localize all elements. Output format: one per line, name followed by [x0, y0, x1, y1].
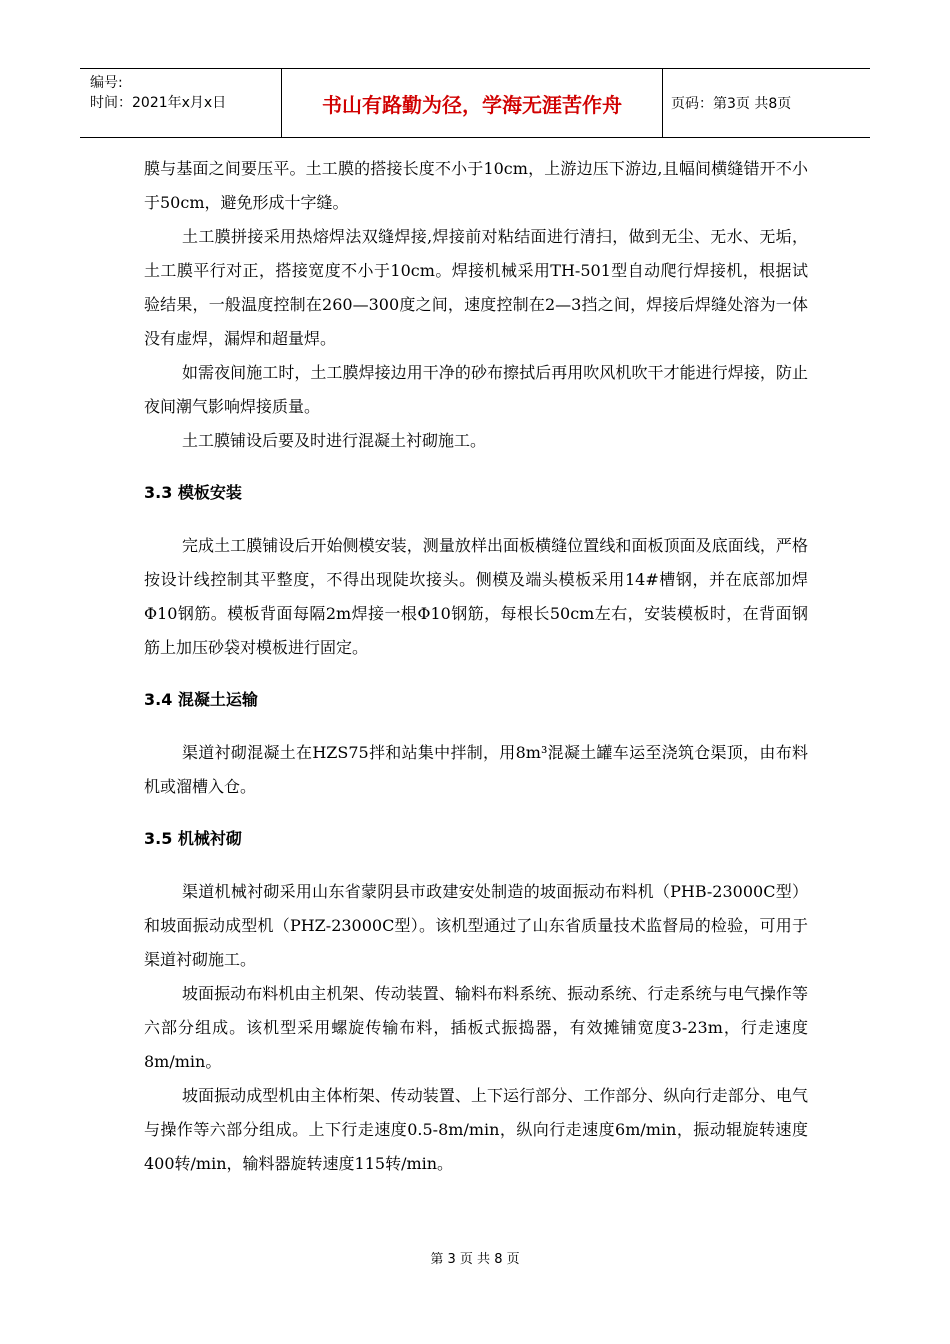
paragraph: 完成土工膜铺设后开始侧模安装，测量放样出面板横缝位置线和面板顶面及底面线，严格按设计线控制其平整度，不得出现陡坎接头。侧模及端头模板采用14#槽钢，并在底部加焊Φ10钢筋。模板背面每隔2m焊接一根Φ10钢筋，每根长50cm左右，安装模板时，在背面钢筋上加压砂袋对模板进行固定。 [144, 536, 808, 657]
section-heading-3-5: 3.5 机械衬砌 [144, 829, 242, 848]
section-heading-3-3: 3.3 模板安装 [144, 483, 242, 502]
paragraph: 土工膜拼接采用热熔焊法双缝焊接,焊接前对粘结面进行清扫，做到无尘、无水、无垢，土工膜平行对正，搭接宽度不小于10cm。焊接机械采用TH-501型自动爬行焊接机，根据试验结果，一般温度控制在260—300度之间，速度控制在2—3挡之间，焊接后焊缝处溶为一体没有虚焊，漏焊和超量焊。 [144, 227, 808, 348]
header-page-info: 页码：第3页 共8页 [671, 96, 792, 112]
header-motto: 书山有路勤为径，学海无涯苦作舟 [282, 69, 663, 137]
paragraph: 渠道衬砌混凝土在HZS75拌和站集中拌制，用8m³混凝土罐车运至浇筑仓渠顶，由布料机或溜槽入仓。 [144, 743, 808, 796]
document-body [144, 152, 808, 1181]
section-heading-3-4: 3.4 混凝土运输 [144, 690, 258, 709]
doc-number-label: 编号: [90, 75, 123, 91]
doc-time-label: 时间：2021年x月x日 [90, 95, 227, 111]
paragraph: 坡面振动布料机由主机架、传动装置、输料布料系统、振动系统、行走系统与电气操作等六部分组成。该机型采用螺旋传输布料，插板式振捣器，有效摊铺宽度3-23m，行走速度8m/min。 [144, 984, 808, 1071]
paragraph: 渠道机械衬砌采用山东省蒙阴县市政建安处制造的坡面振动布料机（PHB-23000C型）和坡面振动成型机（PHZ-23000C型）。该机型通过了山东省质量技术监督局的检验，可用于渠道衬砌施工。 [144, 882, 808, 969]
paragraph: 膜与基面之间要压平。土工膜的搭接长度不小于10cm，上游边压下游边,且幅间横缝错开不小于50cm，避免形成十字缝。 [144, 159, 808, 212]
page-header [80, 68, 870, 138]
header-meta [80, 69, 282, 137]
paragraph: 如需夜间施工时，土工膜焊接边用干净的砂布擦拭后再用吹风机吹干才能进行焊接，防止夜间潮气影响焊接质量。 [144, 363, 808, 416]
page-footer: 第 3 页 共 8 页 [430, 1252, 520, 1267]
paragraph: 坡面振动成型机由主体桁架、传动装置、上下运行部分、工作部分、纵向行走部分、电气与操作等六部分组成。上下行走速度0.5-8m/min，纵向行走速度6m/min，振动辊旋转速度400转/min，输料器旋转速度115转/min。 [144, 1086, 808, 1173]
paragraph: 土工膜铺设后要及时进行混凝土衬砌施工。 [182, 431, 487, 450]
